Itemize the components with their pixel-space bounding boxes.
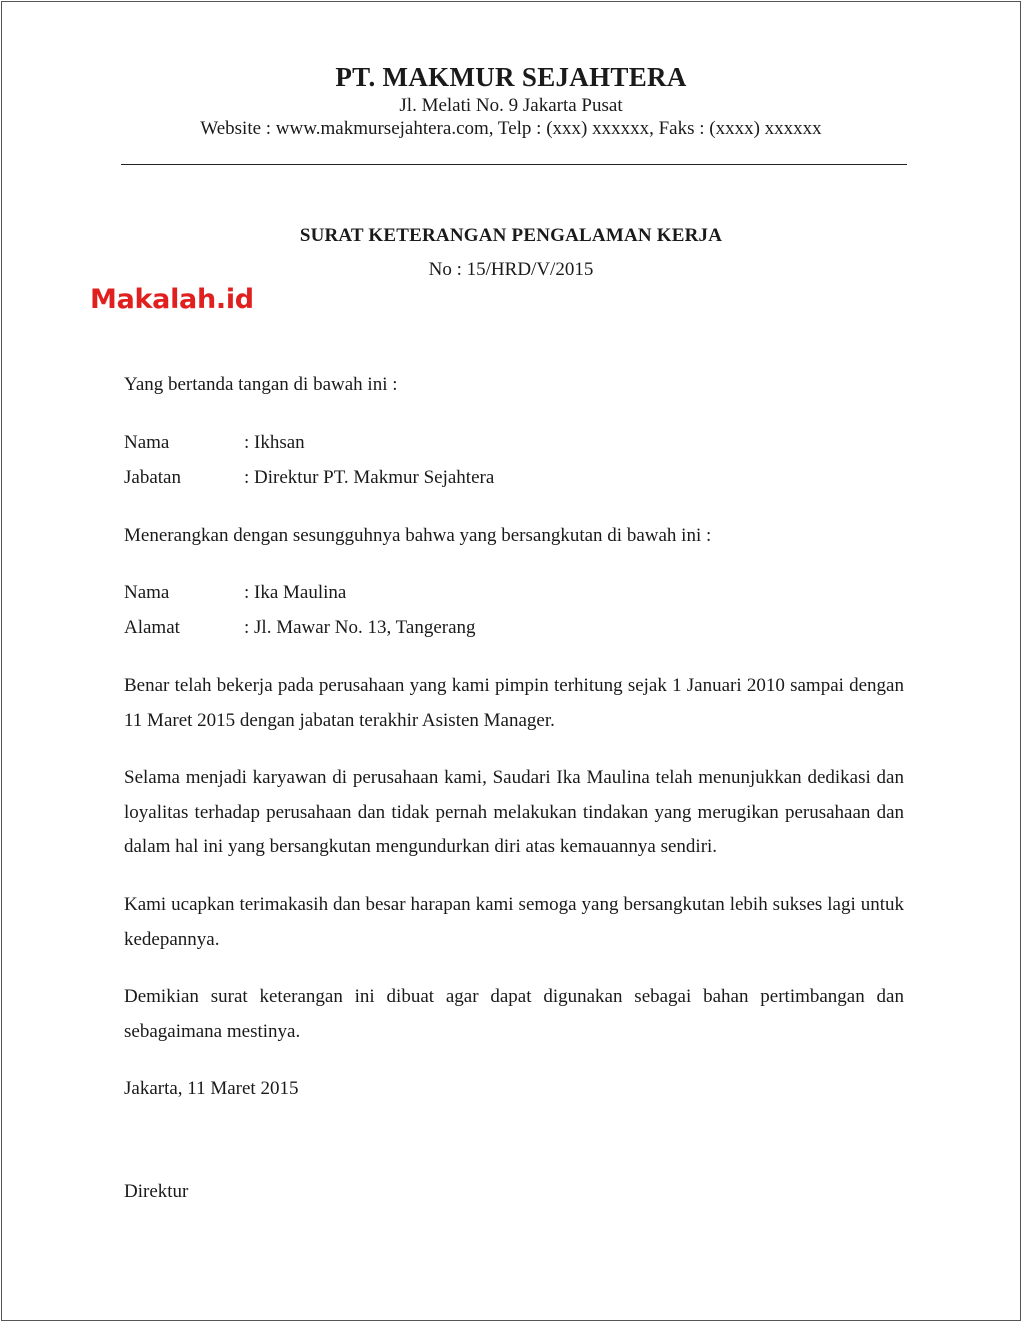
signature-title: Direktur [124,1181,189,1202]
subject-address-row [124,611,476,646]
closing-paragraph: Demikian surat keterangan ini dibuat agar dapat digunakan sebagai bahan pertimbangan dan sebagaimana mestinya. [124,986,904,1042]
document-page [1,1,1021,1321]
field-value: : Direktur PT. Makmur Sejahtera [244,467,495,488]
letterhead-divider [121,164,907,165]
company-name: PT. MAKMUR SEJAHTERA [335,62,687,92]
dedication-paragraph: Selama menjadi karyawan di perusahaan kami, Saudari Ika Maulina telah menunjukkan dedikasi dan loyalitas terhadap perusahaan dan tidak pernah melakukan tindakan yang merugikan perusahaan dan dalam hal ini yang bersangkutan mengundurkan diri atas kemauannya sendiri. [124,767,904,857]
watermark-logo: Makalah.id [90,284,254,315]
letter-title: SURAT KETERANGAN PENGALAMAN KERJA [299,225,723,246]
opening-line: Yang bertanda tangan di bawah ini : [124,374,398,395]
company-contact: Website : www.makmursejahtera.com, Telp : (xxx) xxxxxx, Faks : (xxxx) xxxxxx [200,118,822,139]
field-label: Nama [124,582,170,603]
field-value: : Ikhsan [244,432,305,453]
signer-name-row [124,426,305,461]
signer-position-row [124,461,494,496]
field-label: Jabatan [124,467,181,488]
subject-name-row [124,576,346,611]
field-value: : Ika Maulina [244,582,347,603]
field-label: Nama [124,432,170,453]
letter-number: No : 15/HRD/V/2015 [428,259,594,280]
place-date: Jakarta, 11 Maret 2015 [124,1078,299,1099]
field-value: : Jl. Mawar No. 13, Tangerang [244,617,476,638]
thanks-paragraph: Kami ucapkan terimakasih dan besar harapan kami semoga yang bersangkutan lebih sukses lagi untuk kedepannya. [124,894,904,950]
company-address: Jl. Melati No. 9 Jakarta Pusat [399,95,623,116]
statement-line: Menerangkan dengan sesungguhnya bahwa yang bersangkutan di bawah ini : [124,525,712,546]
employment-paragraph: Benar telah bekerja pada perusahaan yang kami pimpin terhitung sejak 1 Januari 2010 sampai dengan 11 Maret 2015 dengan jabatan terakhir Asisten Manager. [124,675,904,731]
field-label: Alamat [124,617,180,638]
